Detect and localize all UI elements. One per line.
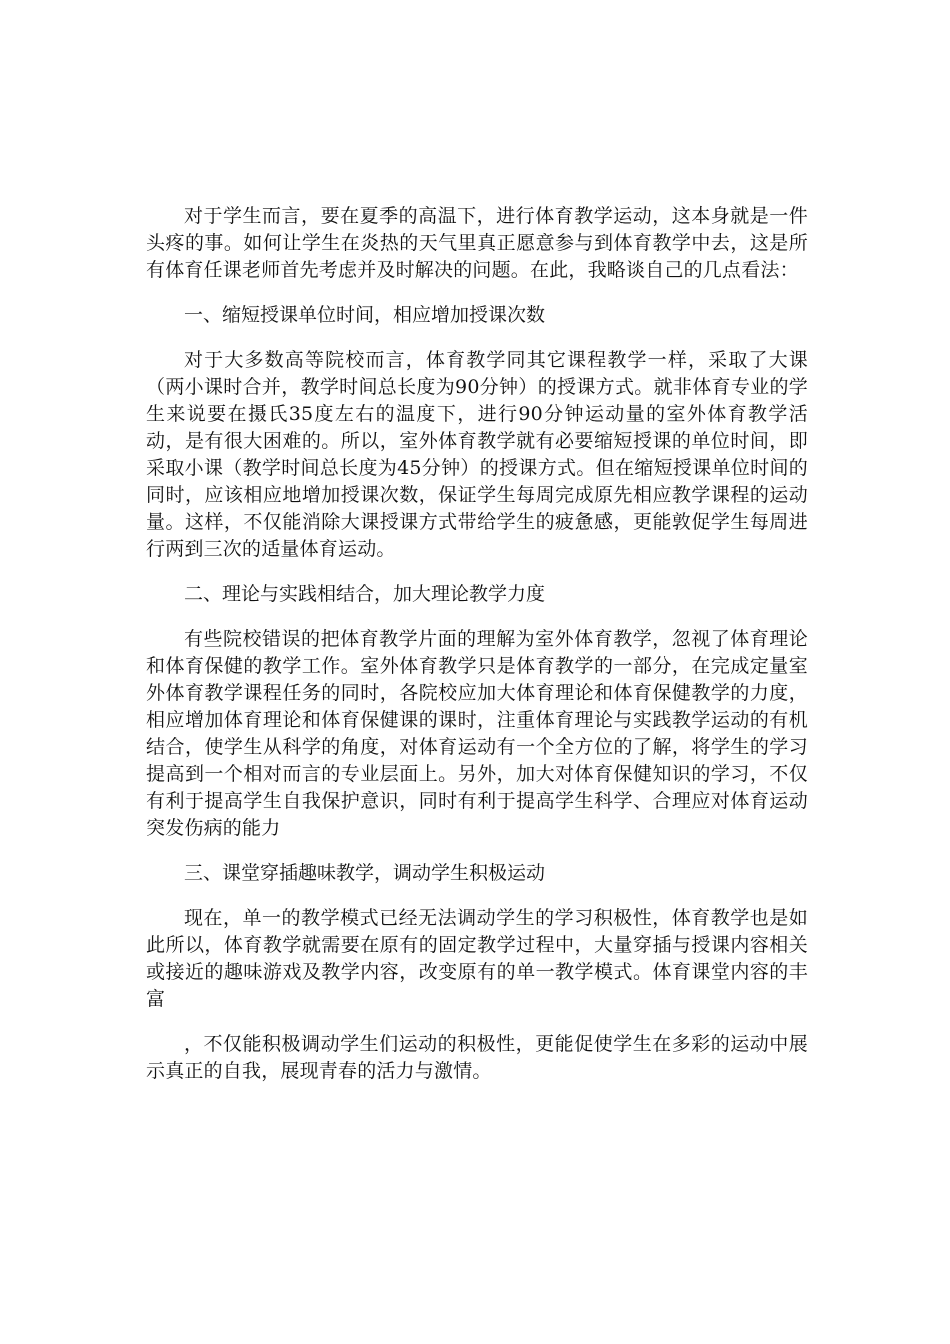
document-body	[146, 203, 808, 1085]
section1-heading: 一、缩短授课单位时间，相应增加授课次数	[184, 304, 546, 326]
section3-continued-paragraph: ，不仅能积极调动学生们运动的积极性，更能促使学生在多彩的运动中展示真正的自我，展现青春的活力与激情。	[146, 1033, 808, 1082]
section2-heading: 二、理论与实践相结合，加大理论教学力度	[184, 583, 546, 605]
intro-paragraph: 对于学生而言，要在夏季的高温下，进行体育教学运动，这本身就是一件头疼的事。如何让学生在炎热的天气里真正愿意参与到体育教学中去，这是所有体育任课老师首先考虑并及时解决的问题。在此，我略谈自己的几点看法：	[146, 205, 808, 281]
section3-paragraph: 现在，单一的教学模式已经无法调动学生的学习积极性，体育教学也是如此所以，体育教学就需要在原有的固定教学过程中，大量穿插与授课内容相关或接近的趣味游戏及教学内容，改变原有的单一教学模式。体育课堂内容的丰富	[146, 907, 808, 1010]
section1-paragraph: 对于大多数高等院校而言，体育教学同其它课程教学一样，采取了大课（两小课时合并，教学时间总长度为90分钟）的授课方式。就非体育专业的学生来说要在摄氏35度左右的温度下，进行90分钟运动量的室外体育教学活动，是有很大困难的。所以，室外体育教学就有必要缩短授课的单位时间，即采取小课（教学时间总长度为45分钟）的授课方式。但在缩短授课单位时间的同时，应该相应地增加授课次数，保证学生每周完成原先相应教学课程的运动量。这样，不仅能消除大课授课方式带给学生的疲惫感，更能敦促学生每周进行两到三次的适量体育运动。	[146, 349, 808, 560]
section2-paragraph: 有些院校错误的把体育教学片面的理解为室外体育教学，忽视了体育理论和体育保健的教学工作。室外体育教学只是体育教学的一部分，在完成定量室外体育教学课程任务的同时，各院校应加大体育理论和体育保健教学的力度，相应增加体育理论和体育保健课的课时，注重体育理论与实践教学运动的有机结合，使学生从科学的角度，对体育运动有一个全方位的了解，将学生的学习提高到一个相对而言的专业层面上。另外，加大对体育保健知识的学习，不仅有利于提高学生自我保护意识，同时有利于提高学生科学、合理应对体育运动突发伤病的能力	[146, 628, 808, 839]
section3-heading: 三、课堂穿插趣味教学，调动学生积极运动	[184, 862, 546, 884]
